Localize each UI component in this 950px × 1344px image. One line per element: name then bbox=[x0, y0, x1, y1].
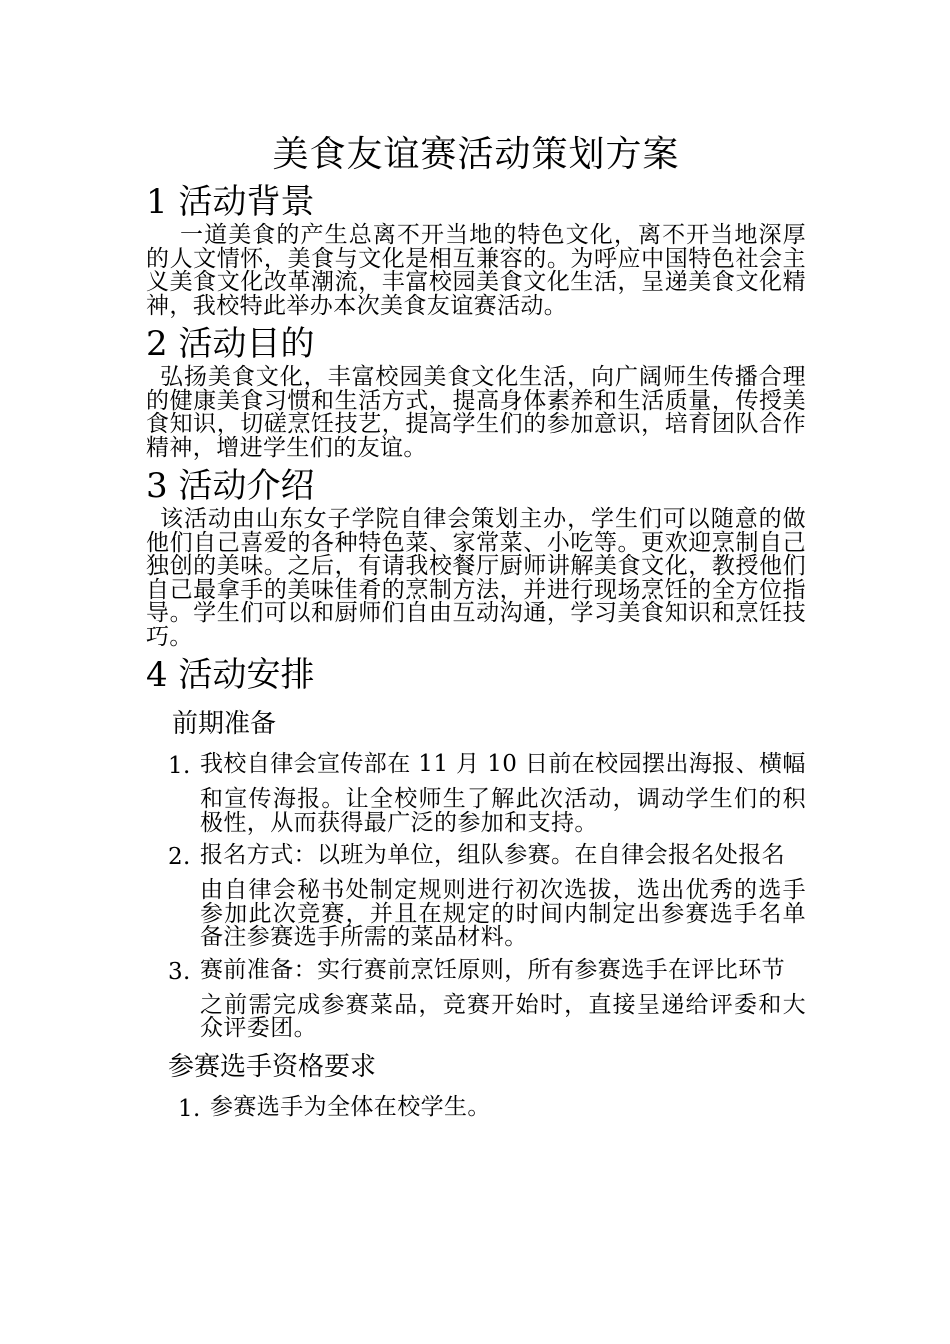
list-item-first-line: 报名方式：以班为单位，组队参赛。在自律会报名处报名 bbox=[200, 842, 785, 868]
preparation-list bbox=[146, 753, 806, 1041]
list-item bbox=[146, 753, 806, 835]
list-item-text: 之前需完成参赛菜品，竞赛开始时，直接呈递给评委和大众评委团。 bbox=[200, 991, 806, 1041]
list-item-number: 1. bbox=[178, 1095, 201, 1122]
section-paragraph-background: 一道美食的产生总离不开当地的特色文化，离不开当地深厚的人文情怀，美食与文化是相互兼容的。为呼应中国特色社会主义美食文化改革潮流，丰富校园美食文化生活，呈递美食文化精神，我校特此举办本次美食友谊赛活动。 bbox=[146, 222, 806, 319]
list-item bbox=[146, 844, 806, 950]
list-item-first-line: 赛前准备：实行赛前烹饪原则，所有参赛选手在评比环节 bbox=[200, 956, 785, 983]
section-heading-purpose: 2 活动目的 bbox=[146, 324, 315, 364]
document-title: 美食友谊赛活动策划方案 bbox=[272, 134, 680, 175]
list-item-text: 由自律会秘书处制定规则进行初次选拔，选出优秀的选手参加此次竞赛，并且在规定的时间内制定出参赛选手名单备注参赛选手所需的菜品材料。 bbox=[200, 877, 806, 950]
section-paragraph-purpose: 弘扬美食文化，丰富校园美食文化生活，向广阔师生传播合理的健康美食习惯和生活方式，提高身体素养和生活质量，传授美食知识，切磋烹饪技艺，提高学生们的参加意识，培育团队合作精神，增进学生们的友谊。 bbox=[146, 364, 806, 461]
section-heading-arrangement: 4 活动安排 bbox=[146, 655, 315, 695]
list-item-text: 参赛选手为全体在校学生。 bbox=[210, 1093, 491, 1120]
list-item-first-line: 我校自律会宣传部在 11 月 10 日前在校园摆出海报、横幅 bbox=[200, 751, 806, 777]
qualification-list bbox=[146, 1093, 806, 1122]
subheading-preparation: 前期准备 bbox=[172, 709, 277, 739]
subheading-qualification: 参赛选手资格要求 bbox=[168, 1051, 377, 1082]
list-item-number: 2. bbox=[168, 844, 191, 870]
section-paragraph-introduction: 该活动由山东女子学院自律会策划主办，学生们可以随意的做他们自己喜爱的各种特色菜、家常菜、小吃等。更欢迎烹制自己独创的美味。之后，有请我校餐厅厨师讲解美食文化，教授他们自己最拿手的美味佳肴的烹制方法，并进行现场烹饪的全方位指导。学生们可以和厨师们自由互动沟通，学习美食知识和烹饪技巧。 bbox=[146, 506, 806, 650]
list-item bbox=[146, 1093, 806, 1122]
list-item-number: 3. bbox=[168, 958, 191, 985]
section-heading-background: 1 活动背景 bbox=[146, 182, 315, 222]
document-page bbox=[146, 120, 806, 1131]
list-item-text: 和宣传海报。让全校师生了解此次活动，调动学生们的积极性，从而获得最广泛的参加和支持。 bbox=[200, 786, 806, 836]
list-item bbox=[146, 956, 806, 1041]
section-heading-introduction: 3 活动介绍 bbox=[146, 466, 315, 506]
list-item-number: 1. bbox=[168, 753, 191, 779]
